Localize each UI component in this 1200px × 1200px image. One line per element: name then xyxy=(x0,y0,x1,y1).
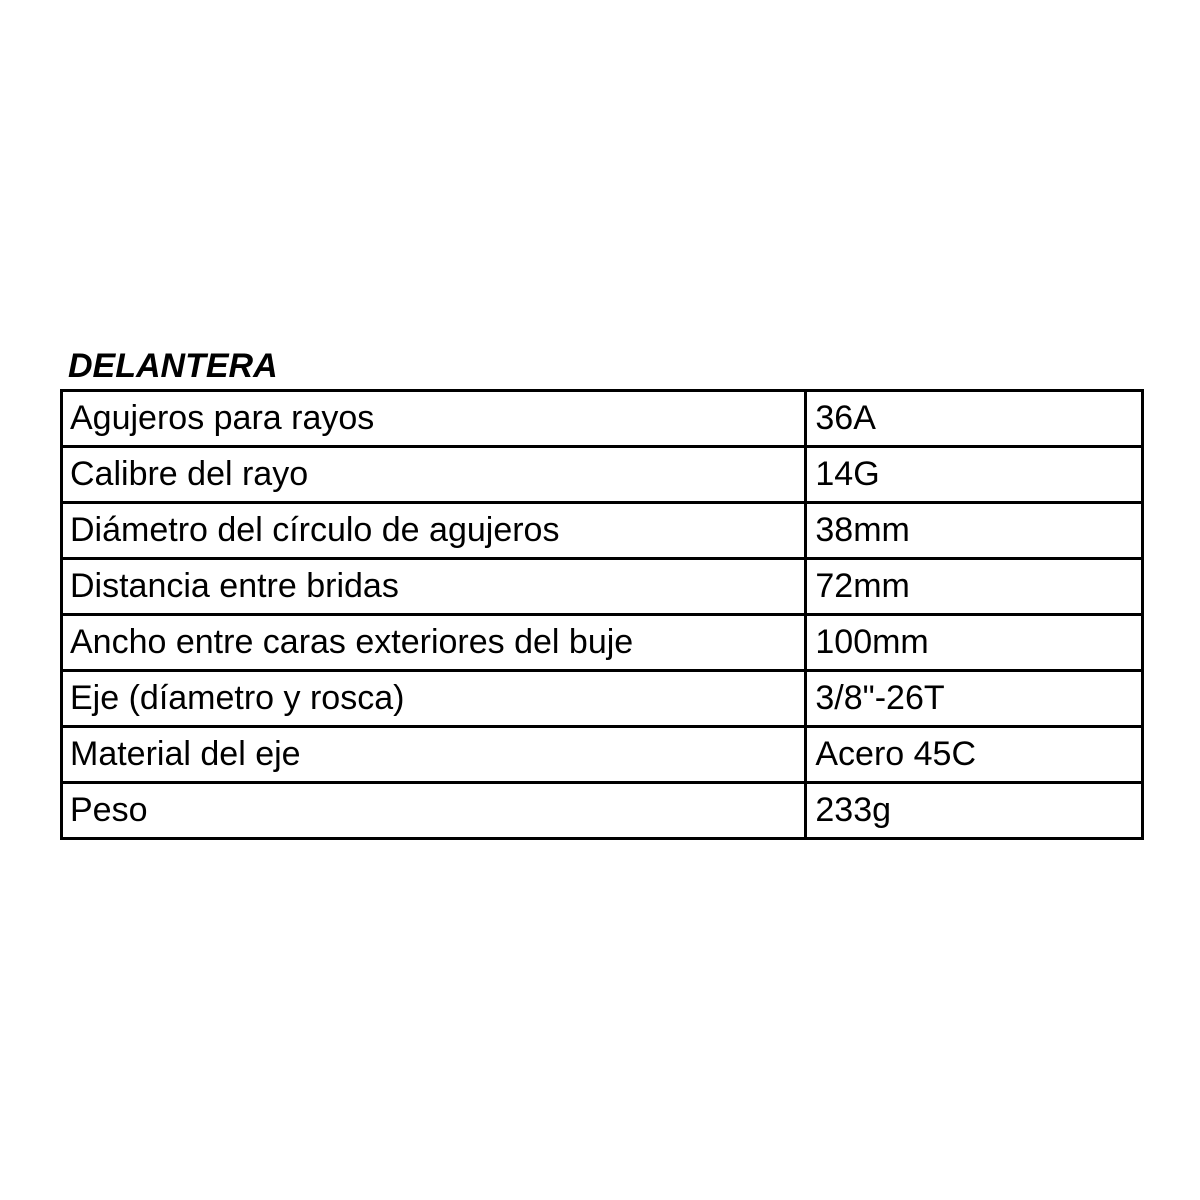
table-row xyxy=(62,671,1143,727)
spec-value: 38mm xyxy=(806,503,1143,559)
table-row xyxy=(62,391,1143,447)
spec-label: Agujeros para rayos xyxy=(62,391,806,447)
spec-value: 233g xyxy=(806,783,1143,839)
spec-value: 36A xyxy=(806,391,1143,447)
table-row xyxy=(62,447,1143,503)
spec-label: Ancho entre caras exteriores del buje xyxy=(62,615,806,671)
spec-value: 14G xyxy=(806,447,1143,503)
spec-value: 3/8"-26T xyxy=(806,671,1143,727)
spec-label: Eje (díametro y rosca) xyxy=(62,671,806,727)
section-title: DELANTERA xyxy=(68,347,278,385)
spec-table-body xyxy=(62,391,1143,839)
spec-label: Diámetro del círculo de agujeros xyxy=(62,503,806,559)
table-row xyxy=(62,503,1143,559)
spec-table xyxy=(60,389,1144,840)
spec-label: Peso xyxy=(62,783,806,839)
spec-label: Distancia entre bridas xyxy=(62,559,806,615)
table-row xyxy=(62,727,1143,783)
spec-value: 100mm xyxy=(806,615,1143,671)
table-row xyxy=(62,559,1143,615)
spec-label: Calibre del rayo xyxy=(62,447,806,503)
spec-value: 72mm xyxy=(806,559,1143,615)
spec-label: Material del eje xyxy=(62,727,806,783)
table-row xyxy=(62,783,1143,839)
spec-value: Acero 45C xyxy=(806,727,1143,783)
table-row xyxy=(62,615,1143,671)
